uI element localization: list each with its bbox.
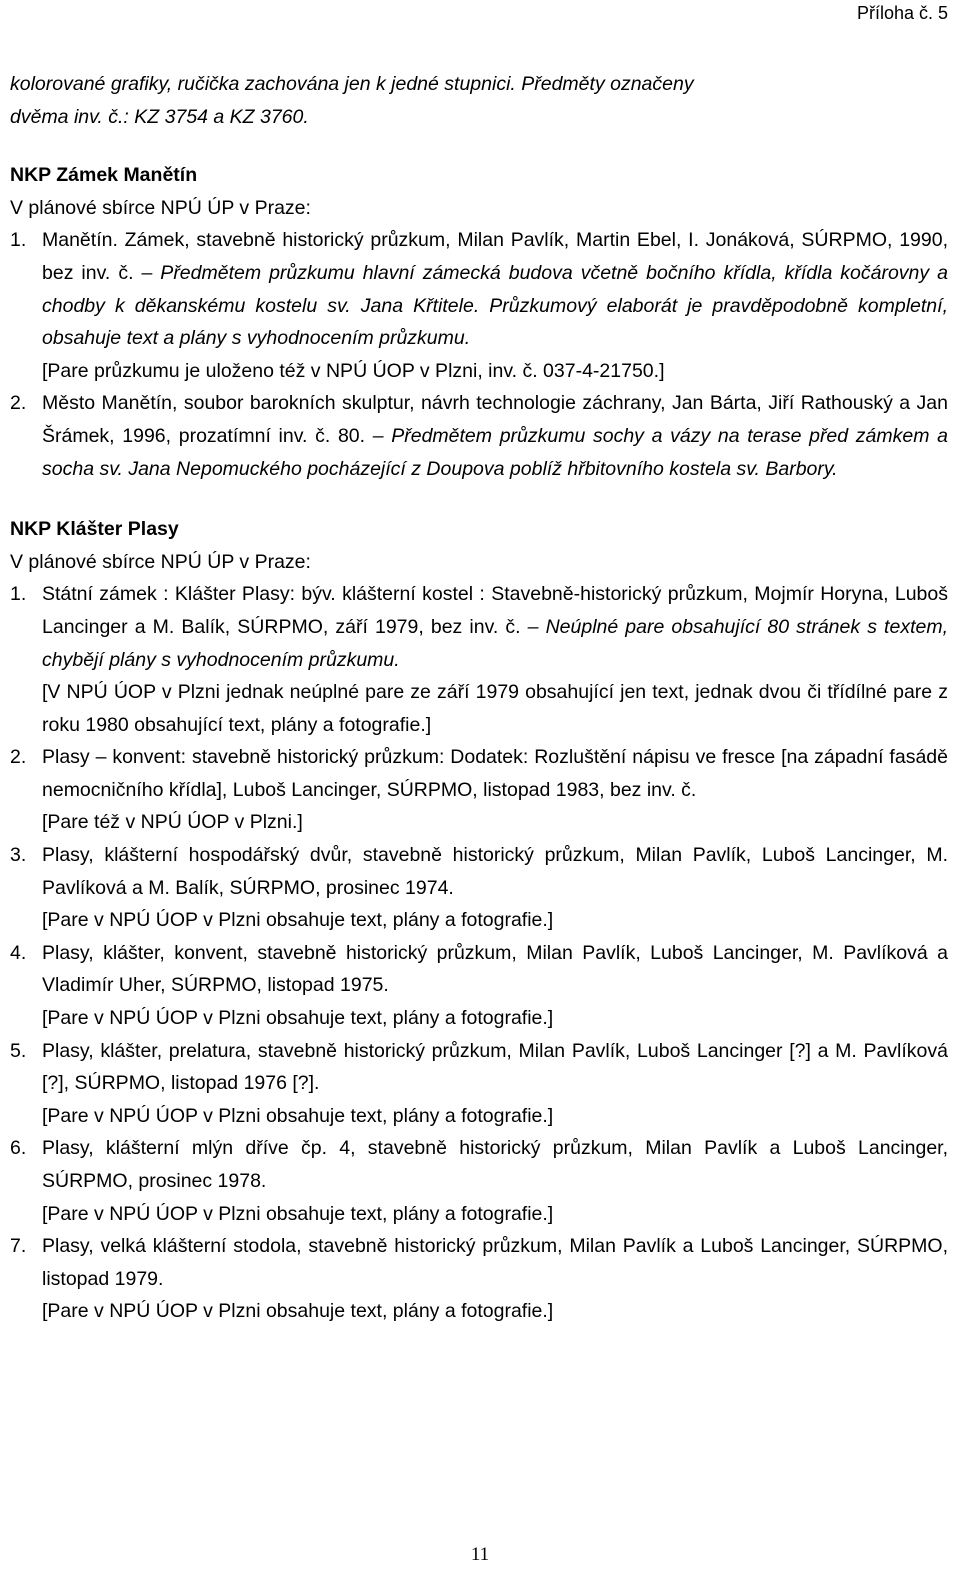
item-main: Manětín. Zámek, stavebně historický průzkum, Milan Pavlík, Martin Ebel, I. Jonáková, SÚRPMO, 1990, bez inv. č. [42, 229, 948, 284]
item-text: Plasy – konvent: stavebně historický průzkum: Dodatek: Rozluštění nápisu ve fresce [na západní fasádě nemocničního křídla], Luboš Lancinger, SÚRPMO, listopad 1983, bez inv. č. [42, 746, 948, 801]
item-number: 2. [10, 392, 27, 415]
item-number: 5. [10, 1039, 27, 1062]
intro-paragraph [10, 68, 948, 133]
item-text: Plasy, klášterní mlýn dříve čp. 4, stavebně historický průzkum, Milan Pavlík a Luboš Lancinger, SÚRPMO, prosinec 1978. [42, 1137, 948, 1192]
item-text: Plasy, klášter, prelatura, stavebně historický průzkum, Milan Pavlík, Luboš Lancinger [?] a M. Pavlíková [?], SÚRPMO, listopad 1976 [?]. [42, 1039, 948, 1095]
item-text [42, 224, 948, 354]
list-item [10, 937, 948, 1035]
section-title-plasy: NKP Klášter Plasy [10, 518, 179, 541]
list-item [10, 1230, 948, 1328]
intro-line-1: kolorované grafiky, ručička zachována jen k jedné stupnici. Předměty označeny [10, 73, 694, 95]
list-item [10, 224, 948, 387]
section-subtitle-plasy: V plánové sbírce NPÚ ÚP v Praze: [10, 550, 311, 573]
document-body [10, 68, 948, 1328]
item-number: 7. [10, 1235, 27, 1258]
item-text: Plasy, velká klášterní stodola, stavebně historický průzkum, Milan Pavlík a Luboš Lancinger, SÚRPMO, listopad 1979. [42, 1235, 948, 1290]
item-desc: – Předmětem průzkumu hlavní zámecká budova včetně bočního křídla, křídla kočárovny a chodby k děkanskému kostelu sv. Jana Křtitele. [42, 261, 948, 317]
item-main: Státní zámek : Klášter Plasy: býv. klášterní kostel : Stavebně-historický průzkum, Mojmír Horyna, Luboš Lancinger a M. Balík, SÚRPMO, září 1979, bez inv. č. [42, 583, 948, 638]
item-number: 1. [10, 229, 27, 252]
item-extra: [Pare v NPÚ ÚOP v Plzni obsahuje text, plány a fotografie.] [42, 1007, 554, 1030]
list-item [10, 1035, 948, 1133]
item-text: Plasy, klášter, konvent, stavebně historický průzkum, Milan Pavlík, Luboš Lancinger, M. Pavlíková a Vladimír Uher, SÚRPMO, listopad 1975. [42, 941, 948, 997]
item-number: 3. [10, 844, 27, 867]
list-item [10, 839, 948, 937]
item-desc: – Předmětem průzkumu sochy a vázy na terase před zámkem a socha sv. Jana Nepomuckého pocházející z Doupova poblíž hřbitovního kostela sv. Barbory. [42, 424, 948, 480]
item-number: 4. [10, 941, 27, 964]
item-text: Plasy, klášterní hospodářský dvůr, stavebně historický průzkum, Milan Pavlík, Luboš Lancinger, M. Pavlíková a M. Balík, SÚRPMO, prosinec 1974. [42, 844, 948, 899]
item-note: Průzkumový elaborát je pravděpodobně kompletní, obsahuje text a plány s vyhodnocením průzkumu. [42, 294, 948, 350]
item-text [42, 387, 948, 485]
item-main: Město Manětín, soubor barokních skulptur, návrh technologie záchrany, Jan Bárta, Jiří Rathouský a Jan Šrámek, 1996, prozatímní inv. č. 80. [42, 392, 948, 447]
item-extra: [Pare průzkumu je uloženo též v NPÚ ÚOP v Plzni, inv. č. 037-4-21750.] [42, 359, 665, 382]
list-item [10, 578, 948, 741]
intro-line-2: dvěma inv. č.: KZ 3754 a KZ 3760. [10, 105, 309, 128]
item-number: 2. [10, 746, 27, 769]
item-number: 6. [10, 1137, 27, 1160]
page-number: 11 [470, 1544, 490, 1565]
item-extra: [Pare též v NPÚ ÚOP v Plzni.] [42, 811, 303, 834]
item-extra: [Pare v NPÚ ÚOP v Plzni obsahuje text, plány a fotografie.] [42, 1202, 554, 1225]
item-number: 1. [10, 583, 27, 606]
item-text [42, 578, 948, 676]
section-subtitle-manetin: V plánové sbírce NPÚ ÚP v Praze: [10, 196, 311, 219]
item-extra: [Pare v NPÚ ÚOP v Plzni obsahuje text, plány a fotografie.] [42, 1104, 554, 1127]
item-desc: – Neúplné pare obsahující 80 stránek s textem, chybějí plány s vyhodnocením průzkumu. [42, 615, 948, 671]
item-extra: [Pare v NPÚ ÚOP v Plzni obsahuje text, plány a fotografie.] [42, 1300, 554, 1323]
item-extra: [Pare v NPÚ ÚOP v Plzni obsahuje text, plány a fotografie.] [42, 909, 554, 932]
section-title-manetin: NKP Zámek Manětín [10, 164, 198, 187]
appendix-label: Příloha č. 5 [856, 3, 948, 23]
list-item [10, 1132, 948, 1230]
list-item [10, 387, 948, 485]
list-item [10, 741, 948, 839]
item-extra: [V NPÚ ÚOP v Plzni jednak neúplné pare ze září 1979 obsahující jen text, jednak dvou či třídílné pare z roku 1980 obsahující text, plány a fotografie.] [42, 681, 948, 736]
